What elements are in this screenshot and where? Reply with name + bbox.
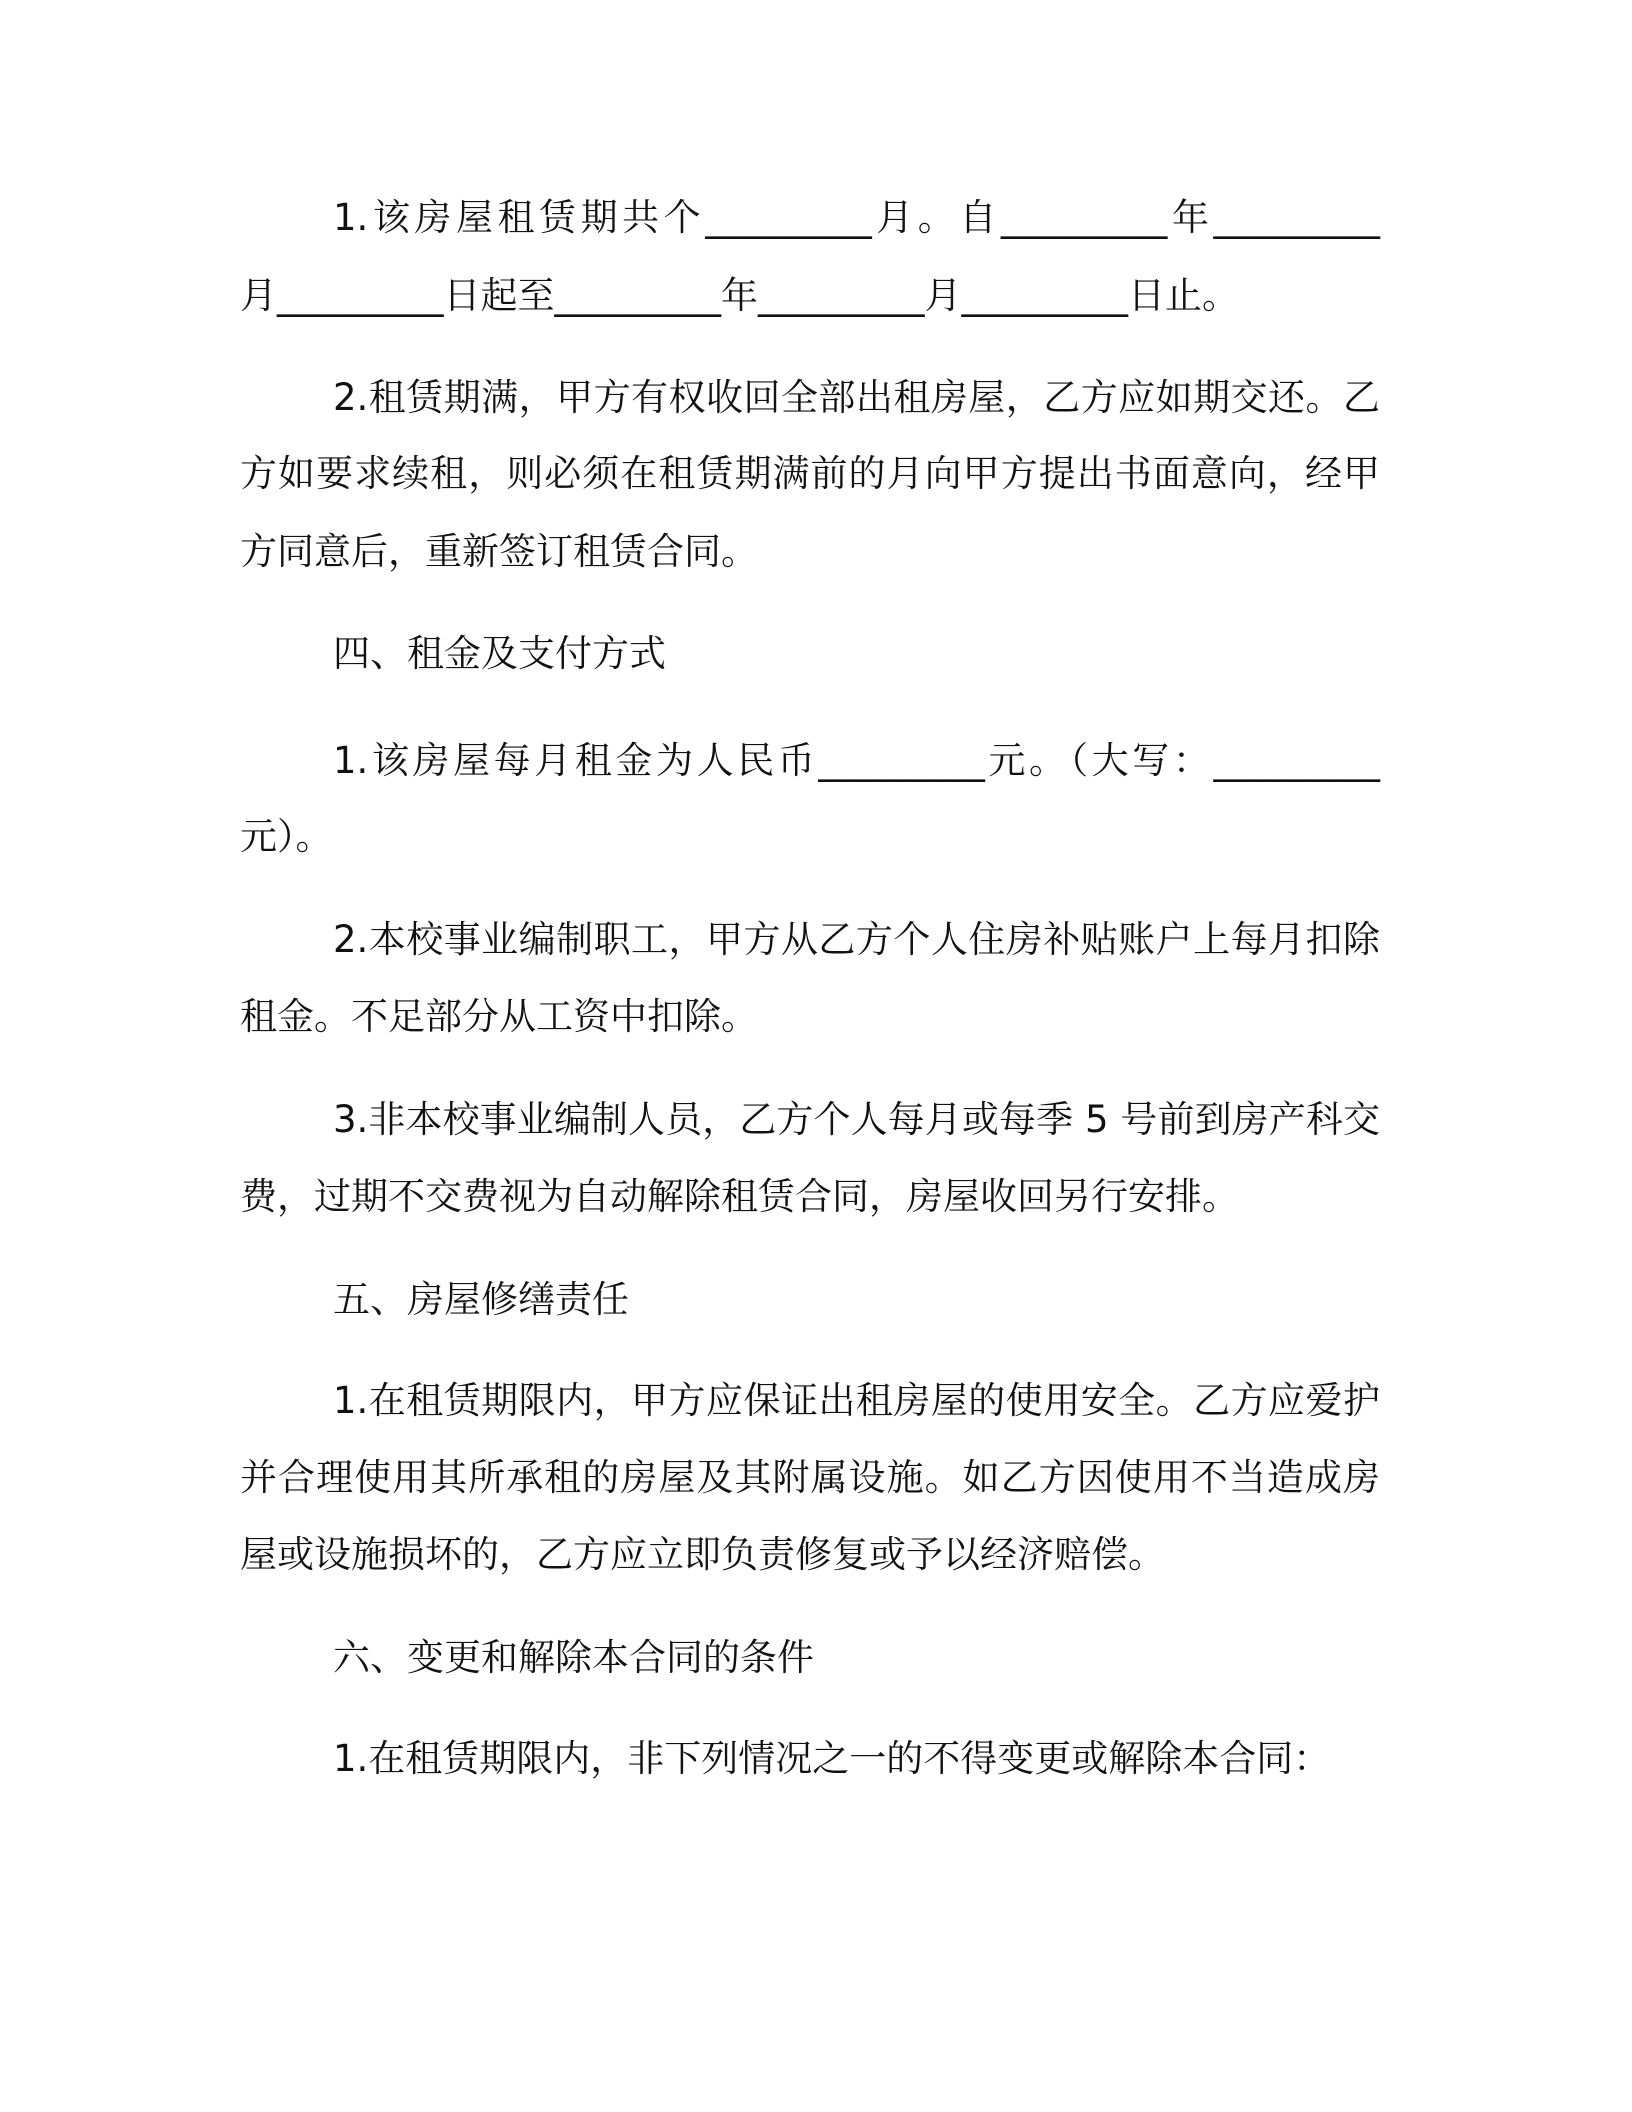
nonstaff-payment-line-2: 费，过期不交费视为自动解除租赁合同，房屋收回另行安排。 [240, 1175, 1239, 1218]
repair-line-1: 1.在租赁期限内，甲方应保证出租房屋的使用安全。乙方应爱护 [333, 1379, 1380, 1422]
lease-term-line-2: 月_________日起至_________年_________月_________日止。 [240, 274, 1239, 317]
termination-line-1: 1.在租赁期限内，非下列情况之一的不得变更或解除本合同： [333, 1737, 1331, 1780]
staff-deduction-line-1: 2.本校事业编制职工，甲方从乙方个人住房补贴账户上每月扣除 [333, 918, 1380, 961]
lease-term-line-1: 1.该房屋租赁期共个_________月。自_________年_________ [333, 196, 1380, 239]
renewal-line-3: 方同意后，重新签订租赁合同。 [240, 530, 758, 573]
rent-amount-line-1: 1.该房屋每月租金为人民币_________元。（大写：_________ [333, 739, 1380, 782]
rent-amount-line-2: 元）。 [240, 815, 333, 858]
section-heading-rent: 四、租金及支付方式 [333, 632, 666, 675]
section-heading-termination: 六、变更和解除本合同的条件 [333, 1636, 814, 1679]
repair-line-2: 并合理使用其所承租的房屋及其附属设施。如乙方因使用不当造成房 [240, 1456, 1380, 1499]
renewal-line-1: 2.租赁期满，甲方有权收回全部出租房屋，乙方应如期交还。乙 [333, 376, 1380, 419]
staff-deduction-line-2: 租金。不足部分从工资中扣除。 [240, 995, 758, 1038]
nonstaff-payment-line-1: 3.非本校事业编制人员，乙方个人每月或每季 5 号前到房产科交 [333, 1098, 1380, 1141]
repair-line-3: 屋或设施损坏的，乙方应立即负责修复或予以经济赔偿。 [240, 1533, 1165, 1576]
section-heading-repair: 五、房屋修缮责任 [333, 1278, 629, 1321]
renewal-line-2: 方如要求续租，则必须在租赁期满前的月向甲方提出书面意向，经甲 [240, 452, 1380, 495]
